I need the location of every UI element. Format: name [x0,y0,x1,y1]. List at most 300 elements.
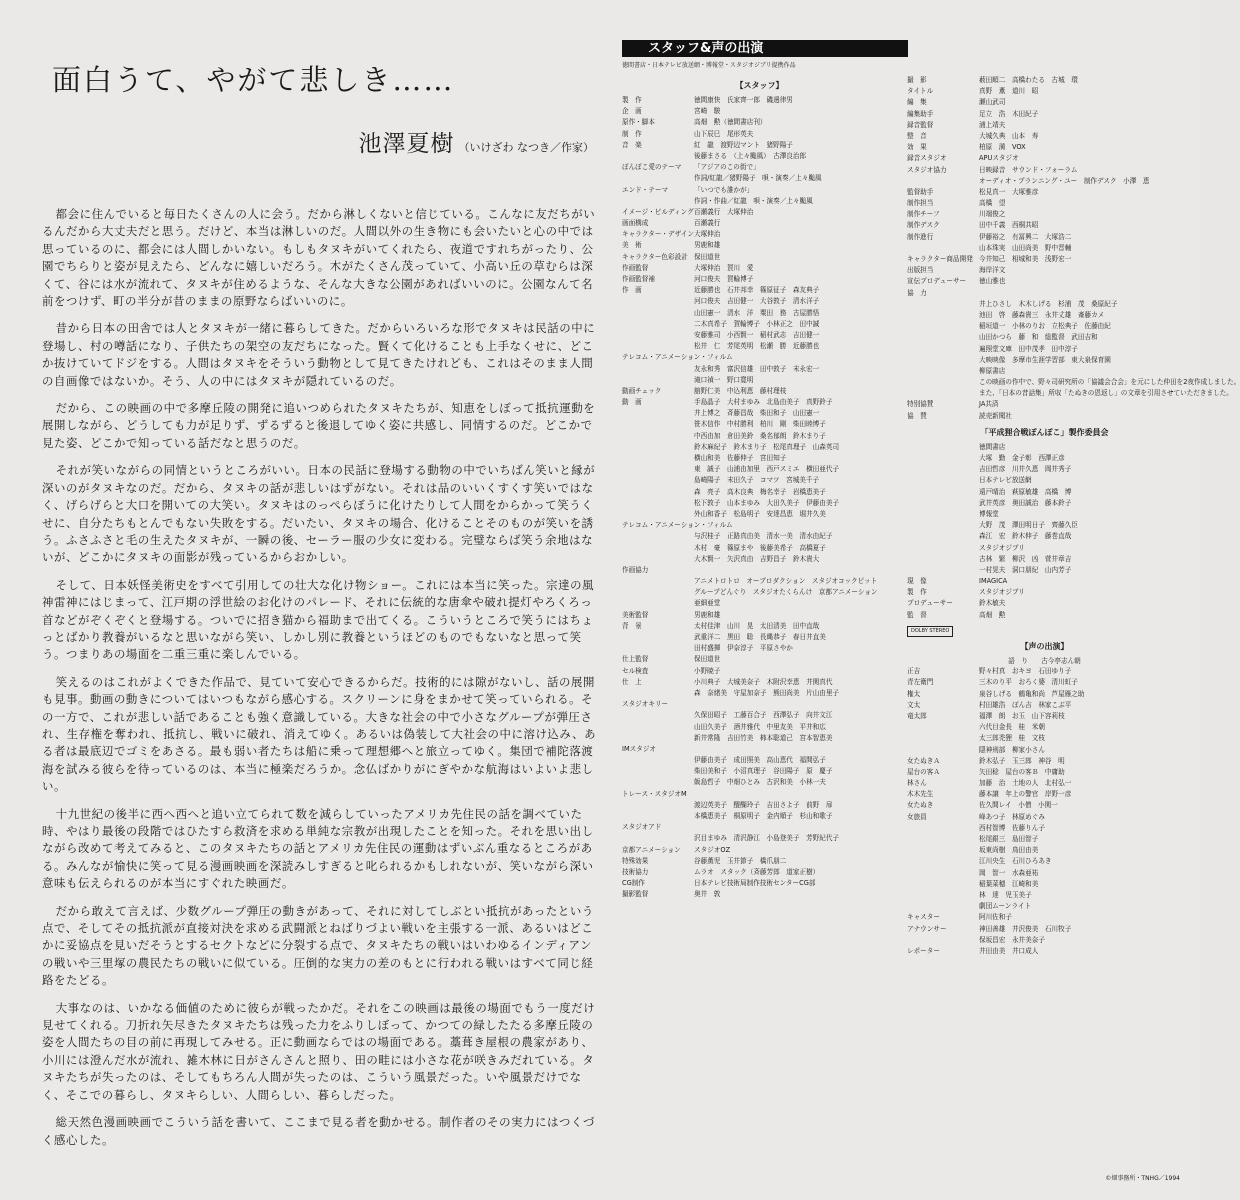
credit-names: 鈴木麻紀子 鈴木まり子 松尾真理子 山森英司 [694,442,840,451]
credit-names: 田村盛揮 伊奈淳子 平原さやか [694,644,793,653]
credit-row [622,700,897,711]
credit-row [907,488,1182,499]
credit-role [622,465,694,476]
credit-role: 画面構成 [622,219,649,228]
credit-names: 読売新聞社 [979,411,1012,420]
credit-names: 近藤勝也 石井邦幸 篠原征子 森友典子 [694,286,820,295]
credit-row [622,510,897,521]
credit-row [907,87,1182,98]
credit-names: 舘野仁美 中込利恵 藤村理枝 [694,386,787,395]
credit-names: 笹木信作 中村勝利 柏川 剛 柴田睦博子 [694,420,826,429]
credit-row [622,801,897,812]
essay-title: 面白うて、やがて悲しき…… [52,63,455,97]
credit-names: 武井英彦 奥田誠治 藤本鈴子 [979,498,1072,507]
credit-names: 浦上靖夫 [979,120,1006,129]
credit-role: 動画チェック [622,386,662,395]
credit-role [622,599,694,610]
credit-role [907,521,979,532]
credit-row [907,824,1182,835]
credit-names: 武重洋二 黒田 聡 長縄恭子 春日井直美 [694,633,826,641]
credit-names: オーディオ・プランニング・ユー 制作デスク 小澤 恵 [979,176,1150,185]
credit-role: 出版担当 [907,266,934,275]
credit-role [907,555,979,566]
essay-paragraph: 大事なのは、いかなる価値のために彼らが戦ったかだ。それをこの映画は最後の場面でもう一度だけ見せてくれる。刀折れ矢尽きたタヌキたちは残った力をふりしぼって、かつての緑したたる多摩丘陵の姿を人間たちの目の前に再現してみせる。正に動画ならではの場面である。藁葺き屋根の農家があり、小川には澄んだ水が流れ、雑木林に日がさんさんと照り、田の畦には小さな花が咲きみだれている。タヌキたちが失ったのは、そしてもちろん人間が失ったのは、こういう風景だった。いや風景だけでなく、そこでの暮らし、タヌキらしい、人間らしい、暮らしだった。 [42,1000,596,1102]
credit-row [907,177,1182,188]
credit-names: 小川典子 大城美奈子 木附沢幸恵 井関真代 [694,677,833,686]
credit-names: IMAGICA [979,577,1008,586]
credit-row [907,667,1182,678]
credit-row [622,432,897,443]
credit-role: 録音スタジオ [907,154,947,163]
credit-names [694,823,897,834]
credit-row [907,723,1182,734]
credit-row [622,678,897,689]
credit-row [622,454,897,465]
credit-row [907,555,1182,566]
credit-row [622,834,897,845]
credit-names: また、「日本の昔話集」所収「たぬきの恩返し」の文章を引用させていただきました。 [979,389,1233,398]
credit-row [907,255,1182,266]
credit-names: 古林 繁 柳沢 凶 菅井章吉 [979,554,1072,563]
author-note: （いけざわ なつき／作家） [458,141,594,154]
credit-names: 保田道世 [694,252,721,261]
credit-names: 宮崎 駿 [694,107,721,116]
credit-role: 作画協力 [622,565,649,574]
credit-names [694,566,897,577]
credit-row [907,678,1182,689]
credit-role: 制作チーフ [907,210,940,219]
credit-role: 作 画 [622,286,642,295]
credit-row [907,611,1182,622]
credit-row [907,465,1182,476]
credit-names: 吉田哲彦 川井久恵 岡井秀子 [979,465,1072,474]
credit-role [622,376,694,387]
credit-names: 井田由美 井口成人 [979,946,1039,955]
credit-row [622,163,897,174]
credit-row [622,633,897,644]
credit-row [622,398,897,409]
credit-row [907,300,1182,311]
credit-row [907,333,1182,344]
credit-role: 現 像 [907,577,927,586]
credit-names: スタジオジブリ [979,543,1025,552]
staff-list-b [907,76,1240,423]
credit-role [907,356,979,367]
essay-paragraph: 昔から日本の田舎では人とタヌキが一緒に暮らしてきた。だからいろいろな形でタヌキは民話の中に登場し、村の噂話になり、子供たちの架空の友だちになった。賢くて化けることも上手なくせに、どこか抜けていてドジをする。人間はタヌキをそういう動物として見てきたけれども、これはそのまま人間の自画像ではないか。そう、人の中にはタヌキが隠れているのだ。 [42,321,596,388]
credit-names: 松井 仁 芳尾英明 松瀬 勝 近藤勝也 [694,342,820,351]
credit-names: 「アジアのこの街で」 [694,163,760,172]
credit-names: ムラオ スタック（斉藤芳郎 道家正樹） [694,867,820,876]
credit-names: グループどんぐり スタジオたくらんけ 京都アニメーション [694,588,878,597]
credit-role [622,443,694,454]
credit-names [694,521,897,532]
credit-names: 与沢桂子 正路真由美 清水一美 清水由紀子 [694,532,833,541]
credit-role [622,834,694,845]
credit-names: 森 亮子 高木良典 梅名幸子 岩橋恵美子 [694,487,826,496]
credit-role [907,488,979,499]
credit-role [622,454,694,465]
essay-paragraph: 総天然色漫画映画でこういう話を書いて、ここまで見る者を動かせる。制作者のその実力にはつくづく感心した。 [42,1115,596,1147]
credit-role [622,510,694,521]
credit-names: 村田雄浩 ぽん吉 林家こぶ平 [979,700,1072,709]
voice-heading: 【声の出演】 [1020,642,1069,652]
credit-names: 足立 浩 木田紀子 [979,109,1039,118]
credit-role [907,544,979,555]
credit-row [907,400,1182,411]
credit-names: 山田憲一 清水 洋 粟田 務 古屋勝悟 [694,308,820,317]
credit-names: 一村晃夫 洞口朋紀 山内芳子 [979,565,1072,574]
credit-names: 日本テレビ技術局制作技術センターCG部 [694,879,816,888]
credit-row [622,689,897,700]
credit-names: 手島晶子 大村まゆみ 北島由美子 真野鈴子 [694,398,833,407]
dolby-logo: DOLBY STEREO [907,626,953,638]
credit-role [622,342,694,353]
credit-row [907,599,1182,610]
credit-role [622,499,694,510]
credit-row [907,701,1182,712]
credit-row [907,566,1182,577]
credit-names: 山田かつら 藤 和 総監督 武田吉和 [979,333,1098,342]
credit-role [622,409,694,420]
essay-paragraph: だから、この映画の中で多摩丘陵の開発に追いつめられたタヌキたちが、知恵をしぼって抵抗運動を展開しながら、どうしても力が足りず、ずるずると後退してゆく姿に共感し、同情するのだ。どこかで見た姿、どこかで知っている話だなと思うのだ。 [42,401,596,450]
credit-role: プロデューサー [907,599,953,608]
credit-row [622,644,897,655]
credit-role: テレコム・アニメーション・フィルム [622,521,733,530]
credit-names: 太三郎禿狸 桂 文枝 [979,734,1045,743]
credit-names: 大塚伸治 [694,230,721,239]
credit-names: 外山和香子 松島明子 安達昌恵 堀井久美 [694,509,826,518]
credit-names: 真野 薫 道川 昭 [979,87,1039,96]
credit-names: 柴田美和子 小沼真理子 谷田陽子 原 慶子 [694,767,833,776]
credit-role: 制作デスク [907,221,940,230]
credit-role: 正吉 [907,667,921,676]
credit-names: 瀬山武司 [979,98,1006,107]
credit-names: 三木のり平 おろく婆 清川虹子 [979,678,1078,687]
copyright: ©畑事務所・TNHG／1994 [1105,1175,1180,1182]
credit-names: 徳間康快 氏家齊一郎 磯邊律男 [694,96,793,104]
credit-row [622,208,897,219]
credit-names: 矢田稔 屋台の客Ｂ 中庸助 [979,767,1065,776]
credit-role: 整 音 [907,131,927,140]
credit-row [622,465,897,476]
credit-role [622,476,694,487]
credit-role [622,297,694,308]
author-line [42,125,602,158]
credit-role [622,767,694,778]
credit-role [907,345,979,356]
credit-names: 稲葉菜穂 江崎和美 [979,879,1039,888]
credit-names: 鈴木弘子 玉三郎 神谷 明 [979,756,1065,765]
credit-row [907,947,1182,958]
credit-names: 小野暁子 [694,666,721,675]
credit-names: 男鹿和雄 [694,610,721,619]
credit-names: 海岸洋文 [979,266,1006,275]
credit-row [907,367,1182,378]
credit-names: 渡辺英美子 醍醐玲子 吉田さよ子 前野 扉 [694,800,833,809]
credit-row [622,253,897,264]
credit-names: 東 誠子 山浦由加里 西戸スミエ 横田亜代子 [694,465,840,474]
credit-role: 制 作 [622,129,642,138]
essay-body [42,206,602,1149]
credit-names [979,289,1182,300]
credit-names: 飯島哲子 中畑ひとみ 古沢和美 小林一夫 [694,778,826,787]
credit-row [907,233,1182,244]
credit-names: 松見真一 大塚雅彦 [979,187,1039,196]
credit-role: 竜太郎 [907,711,927,720]
credit-row [622,320,897,331]
credit-role: 仕上監督 [622,655,649,664]
credit-role [622,734,694,745]
credit-role [907,333,979,344]
credit-role [907,723,979,734]
credit-role: セル検査 [622,666,649,675]
credit-names: スタジオジブリ [979,588,1025,597]
credit-role: 作画監督 [622,263,649,272]
author-name: 池澤夏樹 [358,131,455,157]
credit-names: 遠戸晴治 萩原敏雄 高橋 博 [979,487,1072,496]
credit-role: 製 作 [907,588,927,597]
credit-row [907,768,1182,779]
credits-column [622,40,1240,958]
credit-role: イメージ・ビルディング [622,207,694,216]
credit-names [694,353,897,364]
credit-role [907,936,979,947]
credit-row [907,936,1182,947]
credit-row [907,521,1182,532]
credit-names: 久保田昭子 工藤百合子 西澤弘子 向井文江 [694,711,833,720]
credit-row [907,544,1182,555]
credit-names: 徳山雅也 [979,277,1006,286]
credit-role [622,365,694,376]
credit-row [622,667,897,678]
credit-role [907,835,979,846]
credit-role [622,711,694,722]
credit-role: 京都アニメーション [622,845,681,854]
credit-names [694,700,897,711]
credit-role [907,389,979,400]
credit-row [907,690,1182,701]
credit-role: キャスター [907,913,940,922]
credit-names: 隠神刑部 柳家小さん [979,745,1045,754]
credit-row [907,143,1182,154]
credit-row [622,286,897,297]
credit-row [907,311,1182,322]
credit-role: スタジオアド [622,823,662,832]
credit-row [907,532,1182,543]
credit-role: タイトル [907,87,934,96]
credit-row [907,199,1182,210]
credit-role: 女たぬき [907,801,934,810]
cast-list [907,667,1182,958]
credit-role: 美術監督 [622,610,649,619]
credit-names: 峰あつ子 林原めぐみ [979,812,1045,821]
credit-role: 効 果 [907,143,927,152]
credit-role [622,432,694,443]
credit-row [622,309,897,320]
credit-names: 作詞/紅龍／猪野陽子 唄・演奏／上々颱風 [694,174,822,183]
credit-role: エンド・テーマ [622,185,669,194]
credit-names: 西村智博 佐藤りん子 [979,823,1045,832]
credit-row [622,532,897,543]
credit-role: キャラクター色彩設計 [622,252,688,261]
credit-row [622,130,897,141]
essay-paragraph: 都会に住んでいると毎日たくさんの人に会う。だから淋しくないと信じている。こんなに友だちがいるんだから大丈夫だと思う。だけど、本当は淋しいのだ。人間以外の生き物にも会いたいと心の中では思っているのに、都会には人間しかいない。もしもタヌキがいてくれたら、夜道ですれちがったり、公園でちらりと姿が見えたら、どんなに嬉しいだろう。木がたくさん茂っていて、小高い丘の草むらは深くて、谷には水が流れて、タヌキが住めるような、そんな大きな公園があればいいのに。公園なんて名前をつけず、町の半分が昔のままの原野ならばいいのに。 [42,207,596,309]
credit-row [622,544,897,555]
credit-row [622,476,897,487]
credit-row [907,499,1182,510]
credit-role: テレコム・アニメーション・フィルム [622,353,733,362]
credit-row [622,96,897,107]
credit-row [907,779,1182,790]
credit-names: 保坂昌宏 永井美奈子 [979,935,1045,944]
credit-row [622,857,897,868]
credit-role [907,510,979,521]
credit-role: 動 画 [622,398,642,407]
credit-row [907,913,1182,924]
credit-role: 女たぬきＡ [907,756,940,765]
credit-names: 川端俊之 [979,210,1006,219]
credit-names: 神田善雄 井沢俊美 石川牧子 [979,924,1072,933]
credit-role [907,476,979,487]
credit-role: レポーター [907,946,940,955]
credit-row [907,266,1182,277]
credit-row [622,197,897,208]
credit-row [622,264,897,275]
credit-role [907,443,979,454]
credit-row [622,734,897,745]
credit-row [622,376,897,387]
credit-names: 井上ひさし 木木しげる 杉浦 茂 桑原紀子 [979,299,1118,308]
credit-role [907,902,979,913]
credit-row [622,297,897,308]
credit-row [907,389,1233,400]
essay-paragraph: 十九世紀の後半に西へ西へと追い立てられて数を減らしていったアメリカ先住民の話を調べていた時、やはり最後の段階ではひたすら救済を求める単純な宗教が出現したことを知った。それを思い出しながら改めて考えてみると、このタヌキたちの話とアメリカ先住民の運動はずいぶん重なるところがある。みんなが愉快に笑って見る漫画映画を深読みしすぎると叱られるかもしれないが、笑いながら深い意味も伝えられるのが本当にすぐれた映画だ。 [42,806,594,891]
credit-row [622,275,897,286]
credit-row [622,823,897,834]
credit-role [622,812,694,823]
credit-row [622,409,897,420]
credit-names: 高畑 勲（徳間書店刊） [694,118,767,127]
credit-names: アニメトロトロ オープロダクション スタジオコックピット [694,577,878,586]
credit-row [907,166,1182,177]
credit-row [907,790,1182,801]
credit-role [907,454,979,465]
credit-role: 制作担当 [907,199,934,208]
credit-names: 六代目金長 桂 米朝 [979,723,1045,732]
credit-row [622,241,897,252]
credit-role [622,723,694,734]
credit-role: 撮 影 [907,76,927,84]
credit-role [622,331,694,342]
credit-names: 作詞・作曲／紅龍 唄・演奏／上々颱風 [694,196,813,205]
credit-row [907,746,1182,757]
credit-row [907,412,1182,423]
credits-banner: スタッフ&声の出演 [622,40,908,57]
credit-names: 江川央生 石川ひろあき [979,857,1052,866]
credit-role: 製 作 [622,96,642,104]
credit-role: 仕 上 [622,677,642,686]
credit-names [694,745,897,756]
credit-row [907,188,1182,199]
credit-names: 薮田順二 高橋わたる 古城 環 [979,76,1078,84]
credit-role: 撮影監督 [622,890,649,899]
credit-row [622,152,897,163]
credit-row [907,221,1182,232]
credit-names: 坂東尚樹 鳥田由美 [979,846,1039,855]
credit-names: 太村佳津 山川 晃 太田清美 田中直哉 [694,621,820,630]
credit-names: 加藤 治 土地の人 北村弘一 [979,779,1072,788]
credit-role: アナウンサー [907,924,947,933]
credit-row [622,812,897,823]
credit-row [622,365,897,376]
credit-names: 沢目まゆみ 清沢静江 小島登美子 芳野紀代子 [694,834,840,843]
credit-row [907,577,1182,588]
credit-role [907,880,979,891]
credit-row [622,655,897,666]
credit-row [907,454,1182,465]
credit-names: 柏原 満 VOX [979,143,1026,152]
credit-role [907,322,979,333]
credit-names: 鈴木敏夫 [979,599,1006,608]
credit-names: 池田 啓 藤森貴三 永井丈雄 斎藤カメ [979,310,1105,319]
credit-row [622,577,897,588]
credit-row [622,890,897,901]
credit-names: スタジオOZ [694,845,731,854]
credit-role: IMスタジオ [622,744,657,753]
credit-names: 林 達 児玉美子 [979,890,1032,899]
credit-row [622,555,897,566]
credit-names: 森 奈緒美 守屋加奈子 熊田尚美 片山由里子 [694,688,840,697]
credit-names: 高橋 望 [979,199,1006,208]
credit-names: 木村 豪 篠原まや 後藤美希子 高橋夏子 [694,543,826,552]
credit-role [907,378,979,389]
credit-row [907,121,1182,132]
credit-role [907,857,979,868]
credit-names: 新井常隆 吉田竹美 柿本聡道己 宮本智恵美 [694,733,833,742]
credit-row [622,879,897,890]
credit-role: 作画監督補 [622,275,655,283]
credit-row [622,622,897,633]
credit-row [907,356,1182,367]
essay-paragraph: 笑えるのはこれがよくできた作品で、見ていて安心できるからだ。技術的には隙がないし、話の展開も見事。動画の動きについてはいつもながら感心する。スクリーンに身をまかせて笑っていられる。その一方で、これが悲しい話であることも強く意識している。大きな社会の中で小さなグループが弾圧され、生存権を奪われ、抵抗し、戦いに破れ、消えてゆく。あるいは偽装して大社会の中に溶け込み、ある者は最底辺でゴミをあさる。最も弱い者たちは船に乗って理想郷へと旅立ってゆく。集団で補陀落渡海を試みる彼らを待っているのは、本当に極楽だろうか。念仏ばかりがにぎやかな航海はいよいよ悲しい。 [42,674,597,794]
credit-role [622,778,694,789]
credit-role: スタジオ協力 [907,165,947,174]
credit-row [907,835,1182,846]
credit-row [907,322,1182,333]
credit-names: 中西由加 倉田美鈴 桑名郁朗 鈴木まり子 [694,431,826,440]
credit-names [694,790,897,801]
credit-row [907,378,1240,389]
credit-role: トレース・スタジオM [622,789,687,798]
credit-role [907,465,979,476]
staff-heading: 【スタッフ】 [735,81,784,90]
credit-role [907,499,979,510]
credit-names: 柳原書店 [979,366,1006,375]
credit-names: 安藤雅司 小西賢一 稲村武志 吉田健一 [694,330,820,339]
credit-row [907,110,1182,121]
credit-row [622,611,897,622]
credit-role [622,577,694,588]
credit-names: 福澤 朗 お玉 山下容莉枝 [979,711,1065,720]
credit-role: 青左衛門 [907,678,934,687]
credit-role: 背 景 [622,621,642,630]
credit-names: 紅 龍 渡野辺マント 猪野陽子 [694,140,793,149]
credit-names: 山下辰巳 尾形英夫 [694,129,754,138]
credit-names: 井上博之 斉藤昌哉 柴田和子 山田憲一 [694,409,820,418]
credit-role: キャラクター商品開発 [907,255,973,263]
credit-names: 藤本譲 年上の警官 岸野一彦 [979,790,1072,799]
credit-role [907,824,979,835]
